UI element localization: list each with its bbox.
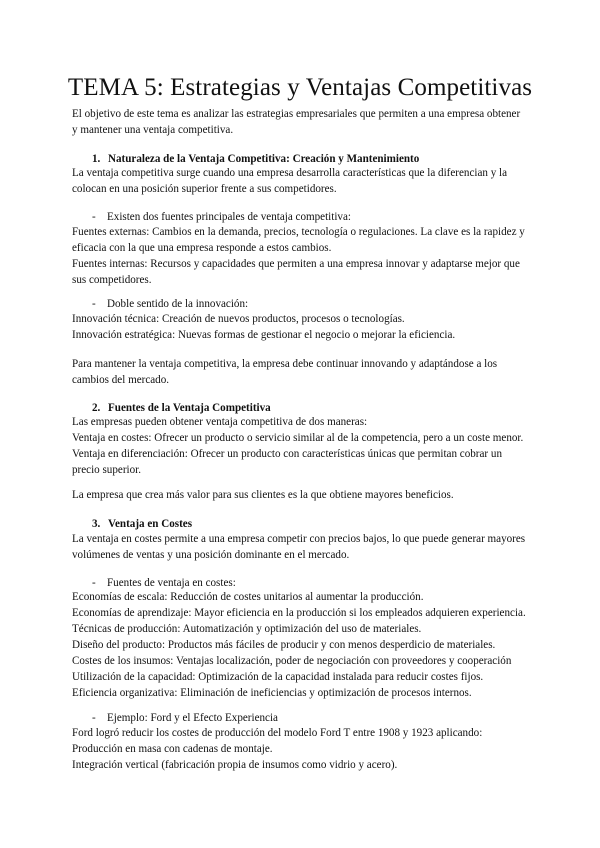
s3-source-line-4: Diseño del producto: Productos más fáciles de producir y con menos desperdicio de materiales. <box>72 639 496 651</box>
section-1-number: 1. <box>92 153 101 165</box>
s1-closing-line-1: Para mantener la ventaja competitiva, la empresa debe continuar innovando y adaptándose a los <box>72 358 498 370</box>
section-2-title: Fuentes de la Ventaja Competitiva <box>108 402 271 414</box>
s1-source-line-4: sus competidores. <box>72 274 152 286</box>
s2-closing: La empresa que crea más valor para sus clientes es la que obtiene mayores beneficios. <box>72 489 454 501</box>
s3-source-line-1: Economías de escala: Reducción de costes unitarios al aumentar la producción. <box>72 591 424 603</box>
s1-innovation-line-1: Innovación técnica: Creación de nuevos productos, procesos o tecnologías. <box>72 313 405 325</box>
s3-bullet-1-text: Fuentes de ventaja en costes: <box>107 577 236 589</box>
section-3-number: 3. <box>92 518 101 530</box>
s3-example-line-1: Ford logró reducir los costes de producción del modelo Ford T entre 1908 y 1923 aplicando: <box>72 727 483 739</box>
s2-line-4: precio superior. <box>72 464 142 476</box>
s1-para-line-2: colocan en una posición superior frente a sus competidores. <box>72 183 337 195</box>
s3-source-line-2: Economías de aprendizaje: Mayor eficiencia en la producción si los empleados adquieren experiencia. <box>72 607 526 619</box>
s3-source-line-5: Costes de los insumos: Ventajas localización, poder de negociación con proveedores y cooperación <box>72 655 512 667</box>
s3-source-line-3: Técnicas de producción: Automatización y optimización del uso de materiales. <box>72 623 422 635</box>
s1-source-line-2: eficacia con la que una empresa responde a estos cambios. <box>72 242 332 254</box>
dash-bullet-icon: - <box>92 211 96 223</box>
s1-source-line-3: Fuentes internas: Recursos y capacidades que permiten a una empresa innovar y adaptarse mejor que <box>72 258 520 270</box>
s1-bullet-2-text: Doble sentido de la innovación: <box>107 298 249 310</box>
s3-example-line-3: Integración vertical (fabricación propia de insumos como vidrio y acero). <box>72 759 398 771</box>
intro-line-2: y mantener una ventaja competitiva. <box>72 124 234 136</box>
section-3-title: Ventaja en Costes <box>108 518 193 530</box>
dash-bullet-icon: - <box>92 712 96 724</box>
dash-bullet-icon: - <box>92 577 96 589</box>
section-2-number: 2. <box>92 402 101 414</box>
s1-source-line-1: Fuentes externas: Cambios en la demanda, precios, tecnología o regulaciones. La clave es la rapidez y <box>72 226 525 238</box>
s1-closing-line-2: cambios del mercado. <box>72 374 170 386</box>
intro-line-1: El objetivo de este tema es analizar las estrategias empresariales que permiten a una empresa obtener <box>72 108 521 120</box>
s3-para-line-1: La ventaja en costes permite a una empresa competir con precios bajos, lo que puede generar mayores <box>72 533 526 545</box>
s2-line-1: Las empresas pueden obtener ventaja competitiva de dos maneras: <box>72 416 368 428</box>
dash-bullet-icon: - <box>92 298 96 310</box>
page-title: TEMA 5: Estrategias y Ventajas Competitivas <box>67 74 533 101</box>
section-1-title: Naturaleza de la Ventaja Competitiva: Creación y Mantenimiento <box>108 153 420 165</box>
s1-innovation-line-2: Innovación estratégica: Nuevas formas de gestionar el negocio o mejorar la eficiencia. <box>72 329 456 341</box>
s1-bullet-1-text: Existen dos fuentes principales de ventaja competitiva: <box>107 211 351 223</box>
s3-source-line-7: Eficiencia organizativa: Eliminación de ineficiencias y optimización de procesos internos. <box>72 687 472 699</box>
s3-source-line-6: Utilización de la capacidad: Optimización de la capacidad instalada para reducir costes fijos. <box>72 671 484 683</box>
s2-line-2: Ventaja en costes: Ofrecer un producto o servicio similar al de la competencia, pero a un coste menor. <box>72 432 524 444</box>
s1-para-line-1: La ventaja competitiva surge cuando una empresa desarrolla características que la diferencian y la <box>72 167 508 179</box>
s3-para-line-2: volúmenes de ventas y una posición dominante en el mercado. <box>72 549 350 561</box>
s3-bullet-2-text: Ejemplo: Ford y el Efecto Experiencia <box>107 712 278 724</box>
s3-example-line-2: Producción en masa con cadenas de montaje. <box>72 743 273 755</box>
s2-line-3: Ventaja en diferenciación: Ofrecer un producto con características únicas que permitan cobrar un <box>72 448 502 460</box>
